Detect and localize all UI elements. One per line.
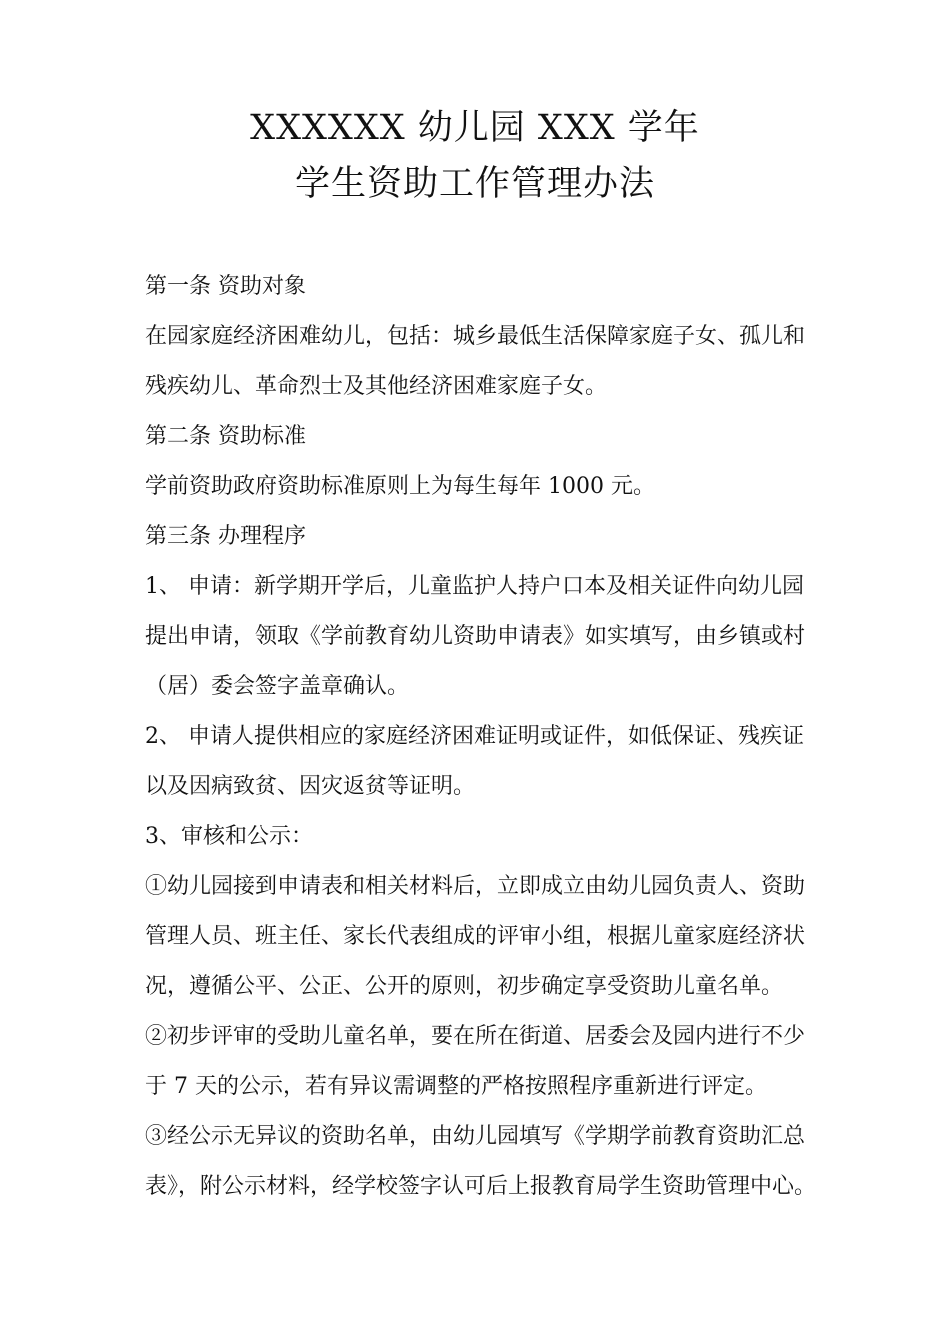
review-step-1-line: 况，遵循公平、公正、公开的原则，初步确定享受资助儿童名单。 <box>145 974 784 999</box>
title-line-1: XXXXXX 幼儿园 XXX 学年 <box>250 108 700 148</box>
procedure-item-3-heading: 3、审核和公示： <box>145 824 313 849</box>
procedure-item-1-line: 1、 申请：新学期开学后，儿童监护人持户口本及相关证件向幼儿园 <box>145 574 804 599</box>
document-body <box>145 262 815 1212</box>
review-step-1-line: 管理人员、班主任、家长代表组成的评审小组，根据儿童家庭经济状 <box>145 924 806 949</box>
document-title <box>0 100 950 212</box>
procedure-item-2-line: 2、 申请人提供相应的家庭经济困难证明或证件，如低保证、残疾证 <box>145 724 804 749</box>
article-3-heading: 第三条 办理程序 <box>145 524 306 549</box>
article-1-heading: 第一条 资助对象 <box>145 274 306 299</box>
article-2-heading: 第二条 资助标准 <box>145 424 306 449</box>
review-step-2-line: 于 7 天的公示，若有异议需调整的严格按照程序重新进行评定。 <box>145 1074 767 1099</box>
title-line-2: 学生资助工作管理办法 <box>294 164 655 204</box>
procedure-item-1-line: （居）委会签字盖章确认。 <box>145 674 410 699</box>
procedure-item-1-line: 提出申请，领取《学前教育幼儿资助申请表》如实填写，由乡镇或村 <box>145 624 806 649</box>
review-step-2-line: ②初步评审的受助儿童名单，要在所在街道、居委会及园内进行不少 <box>145 1024 806 1049</box>
review-step-3-line: 表》，附公示材料，经学校签字认可后上报教育局学生资助管理中心。 <box>145 1174 817 1199</box>
procedure-item-2-line: 以及因病致贫、因灾返贫等证明。 <box>145 774 476 799</box>
review-step-1-line: ①幼儿园接到申请表和相关材料后，立即成立由幼儿园负责人、资助 <box>145 874 806 899</box>
article-1-text-line: 在园家庭经济困难幼儿，包括：城乡最低生活保障家庭子女、孤儿和 <box>145 324 806 349</box>
article-2-text-line: 学前资助政府资助标准原则上为每生每年 1000 元。 <box>145 474 655 499</box>
review-step-3-line: ③经公示无异议的资助名单，由幼儿园填写《学期学前教育资助汇总 <box>145 1124 806 1149</box>
article-1-text-line: 残疾幼儿、革命烈士及其他经济困难家庭子女。 <box>145 374 608 399</box>
